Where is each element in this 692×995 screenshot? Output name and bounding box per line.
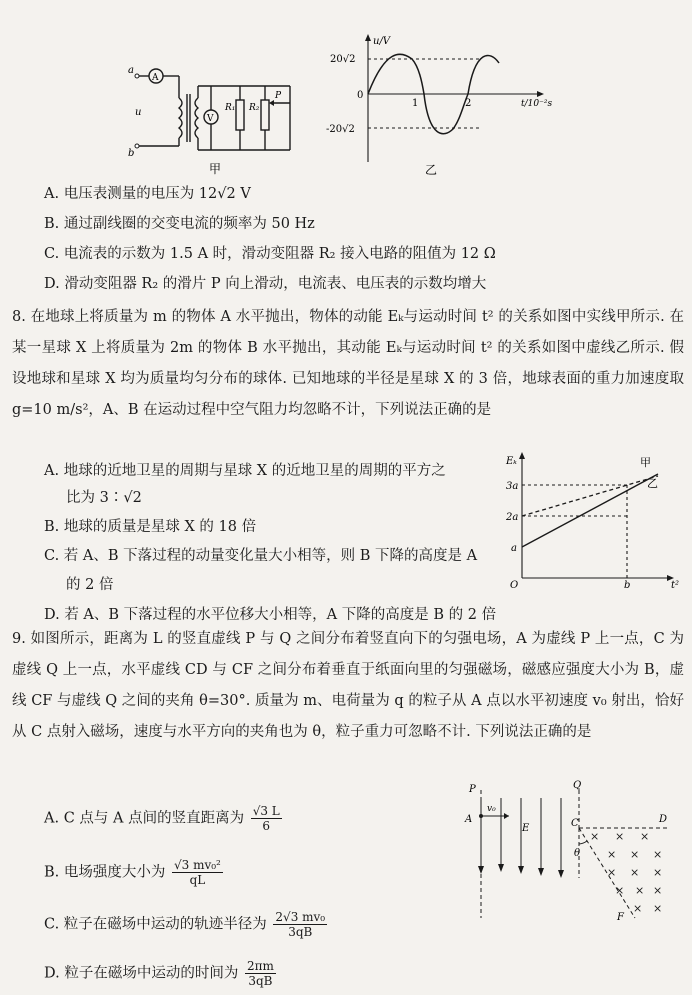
tick-b: b <box>624 580 631 590</box>
q9-option-d: D. 粒子在磁场中运动的时间为 $\frac{2\pi m}{3qB}$ <box>44 959 274 988</box>
field-figure-q9 <box>455 778 680 928</box>
tick-2a: 2a <box>506 512 519 523</box>
svg-text:×: × <box>590 830 600 843</box>
y-axis-label: u/V <box>373 36 391 47</box>
figure-jia-caption: 甲 <box>209 162 222 176</box>
svg-text:×: × <box>607 848 617 861</box>
y-tick-pos: 20√2 <box>330 54 356 65</box>
q7-option-b: B. 通过副线圈的交变电流的频率为 50 Hz <box>44 216 315 232</box>
x-axis-label: t/10⁻²s <box>521 99 553 109</box>
q9-a-fraction: $\frac{√3 L}{6}$ <box>252 804 280 833</box>
svg-text:×: × <box>607 866 617 879</box>
q8-option-c-line1: C. 若 A、B 下落过程的动量变化量大小相等，则 B 下降的高度是 A <box>44 548 478 564</box>
origin-o-label: O <box>510 580 519 590</box>
voltmeter-label: V <box>207 114 214 124</box>
point-a-label: A <box>465 814 473 825</box>
r1-label: R₁ <box>225 103 236 113</box>
origin-label: 0 <box>357 90 364 101</box>
svg-text:×: × <box>653 866 663 879</box>
q7-option-c: C. 电流表的示数为 1.5 A 时，滑动变阻器 R₂ 接入电路的阻值为 12 Ω <box>44 246 496 262</box>
v0-label: v₀ <box>487 804 496 814</box>
q9-option-c: C. 粒子在磁场中运动的轨迹半径为 $\frac{\text{2√3 mv₀}}{3qB}$ <box>44 910 326 939</box>
ek-t2-chart <box>500 450 680 590</box>
q7-option-a: A. 电压表测量的电压为 12√2 V <box>44 186 251 202</box>
point-f-label: F <box>617 912 624 923</box>
q9-option-b: B. 电场强度大小为 $\frac{\text{√3 mv₀²}}{qL}$ <box>44 858 221 887</box>
q8-stem: 8. 在地球上将质量为 m 的物体 A 水平抛出，物体的动能 Eₖ与运动时间 t² 的关系如图中实线甲所示. 在某一星球 X 上将质量为 2m 的物体 B 水平抛出，其动能 Eₖ与运动时间 t² 的关系如图中虚线乙所示. 假设地球和星球 X 均为质量均匀分布的球体. 已知地球的半径是星球 X 的 3 倍，地球表面的重力加速度取 g=10 m/s²，A、B 在运动过程中空气阻力均忽略不计，下列说法正确的是 <box>12 309 684 418</box>
line-p-label: P <box>469 784 476 795</box>
sine-wave-chart-yi <box>325 32 585 182</box>
x-tick-2: 2 <box>465 98 472 109</box>
label-yi: 乙 <box>647 477 658 490</box>
tick-3a: 3a <box>506 481 519 492</box>
svg-text:×: × <box>615 830 625 843</box>
svg-text:×: × <box>615 884 625 897</box>
t2-axis-label: t² <box>671 580 680 590</box>
q9-c-fraction: $\frac{\text{2√3 mv₀}}{3qB}$ <box>275 910 326 939</box>
label-jia: 甲 <box>640 456 651 469</box>
ammeter-label: A <box>152 73 159 83</box>
figure-yi-caption: 乙 <box>425 163 438 177</box>
q9-d-fraction: $\frac{2\pi m}{3qB}$ <box>246 959 274 988</box>
svg-text:×: × <box>653 848 663 861</box>
q7-option-d: D. 滑动变阻器 R₂ 的滑片 P 向上滑动，电流表、电压表的示数均增大 <box>44 276 487 292</box>
svg-text:×: × <box>653 902 663 915</box>
q8-option-b: B. 地球的质量是星球 X 的 18 倍 <box>44 519 257 535</box>
svg-text:×: × <box>653 884 663 897</box>
q9-b-fraction: $\frac{\text{√3 mv₀²}}{qL}$ <box>173 858 221 887</box>
point-c-label: C <box>571 818 579 829</box>
theta-label: θ <box>574 848 581 859</box>
q8-option-d: D. 若 A、B 下落过程的水平位移大小相等，A 下降的高度是 B 的 2 倍 <box>44 607 497 623</box>
terminal-b-label: b <box>128 148 135 159</box>
voltage-u-label: u <box>135 107 142 118</box>
q8-option-c-line2: 的 2 倍 <box>66 577 114 593</box>
q9-option-a: A. C 点与 A 点间的竖直距离为 $\frac{√3 L}{6}$ <box>44 804 280 833</box>
svg-text:×: × <box>630 848 640 861</box>
r2-label: R₂ <box>249 103 260 113</box>
ek-axis-label: Eₖ <box>506 456 517 467</box>
circuit-figure-jia <box>125 58 315 183</box>
q8-option-a-line1: A. 地球的近地卫星的周期与星球 X 的近地卫星的周期的平方之 <box>44 463 446 479</box>
line-q-label: Q <box>573 780 582 791</box>
svg-text:×: × <box>640 830 650 843</box>
q8-option-a-line2: 比为 3∶√2 <box>66 490 142 506</box>
field-e-label: E <box>522 823 530 834</box>
y-tick-neg: -20√2 <box>326 124 355 135</box>
x-tick-1: 1 <box>412 98 419 109</box>
terminal-a-label: a <box>128 65 134 76</box>
slider-p-label: P <box>275 91 282 101</box>
q9-stem: 9. 如图所示，距离为 L 的竖直虚线 P 与 Q 之间分布着竖直向下的匀强电场，A 为虚线 P 上一点，C 为虚线 Q 上一点，水平虚线 CD 与 CF 之间分布着垂直于纸面向里的匀强磁场，磁感应强度大小为 B，虚线 CF 与虚线 Q 之间的夹角 θ=30°. 质量为 m、电荷量为 q 的粒子从 A 点以水平初速度 v₀ 射出，恰好从 C 点射入磁场，速度与水平方向的夹角也为 θ，粒子重力可忽略不计. 下列说法正确的是 <box>12 631 684 740</box>
svg-text:×: × <box>635 884 645 897</box>
point-d-label: D <box>659 814 668 825</box>
svg-text:×: × <box>633 902 643 915</box>
svg-text:×: × <box>630 866 640 879</box>
tick-a: a <box>511 543 517 554</box>
